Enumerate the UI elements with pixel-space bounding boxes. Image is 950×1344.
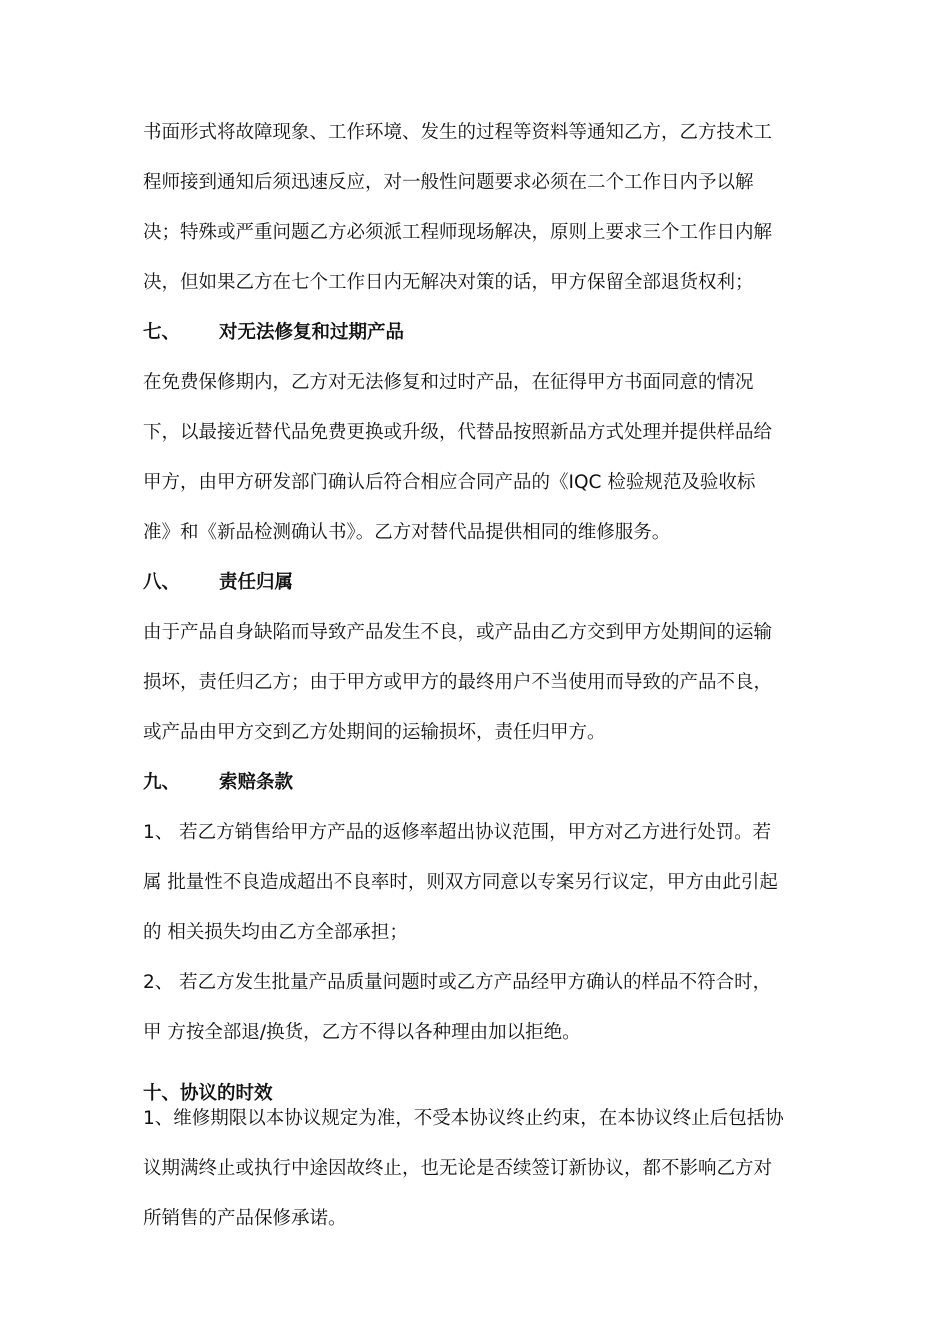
paragraph-line: 决，但如果乙方在七个工作日内无解决对策的话，甲方保留全部退货权利； — [143, 272, 754, 293]
paragraph-line: 1、维修期限以本协议规定为准，不受本协议终止约束，在本协议终止后包括协 — [143, 1108, 784, 1129]
section-title: 责任归属 — [219, 572, 294, 593]
section-number: 八、 — [143, 572, 181, 593]
paragraph-line: 或产品由甲方交到乙方处期间的运输损坏，责任归甲方。 — [143, 722, 606, 743]
section-heading-8 — [143, 571, 293, 595]
paragraph-line: 的 相关损失均由乙方全部承担； — [143, 922, 408, 943]
section-heading-7 — [143, 321, 404, 345]
paragraph-line: 1、 若乙方销售给甲方产品的返修率超出协议范围，甲方对乙方进行处罚。若 — [143, 822, 772, 843]
paragraph-line: 由于产品自身缺陷而导致产品发生不良，或产品由乙方交到甲方处期间的运输 — [143, 622, 773, 643]
paragraph-line: 损坏，责任归乙方；由于甲方或甲方的最终用户不当使用而导致的产品不良， — [143, 672, 773, 693]
paragraph-line: 议期满终止或执行中途因故终止，也无论是否续签订新协议，都不影响乙方对 — [143, 1158, 773, 1179]
paragraph-line: 在免费保修期内，乙方对无法修复和过时产品，在征得甲方书面同意的情况 — [143, 372, 754, 393]
paragraph-line: 书面形式将故障现象、工作环境、发生的过程等资料等通知乙方，乙方技术工 — [143, 122, 773, 143]
section-heading-10: 十、协议的时效 — [143, 1083, 273, 1104]
section-heading-9 — [143, 771, 293, 795]
paragraph-line: 所销售的产品保修承诺。 — [143, 1208, 347, 1229]
paragraph-line: 甲方，由甲方研发部门确认后符合相应合同产品的《IQC 检验规范及验收标 — [143, 472, 756, 493]
paragraph-line: 下，以最接近替代品免费更换或升级，代替品按照新品方式处理并提供样品给 — [143, 422, 773, 443]
paragraph-line: 程师接到通知后须迅速反应，对一般性问题要求必须在二个工作日内予以解 — [143, 172, 754, 193]
section-title: 索赔条款 — [219, 772, 294, 793]
paragraph-line: 甲 方按全部退/换货，乙方不得以各种理由加以拒绝。 — [143, 1022, 581, 1043]
section-number: 九、 — [143, 772, 181, 793]
paragraph-line: 决；特殊或严重问题乙方必须派工程师现场解决，原则上要求三个工作日内解 — [143, 222, 773, 243]
paragraph-line: 2、 若乙方发生批量产品质量问题时或乙方产品经甲方确认的样品不符合时， — [143, 972, 772, 993]
paragraph-line: 准》和《新品检测确认书》。乙方对替代品提供相同的维修服务。 — [143, 522, 671, 543]
paragraph-line: 属 批量性不良造成超出不良率时，则双方同意以专案另行议定，甲方由此引起 — [143, 872, 778, 893]
section-title: 对无法修复和过期产品 — [219, 322, 405, 343]
section-number: 七、 — [143, 322, 181, 343]
